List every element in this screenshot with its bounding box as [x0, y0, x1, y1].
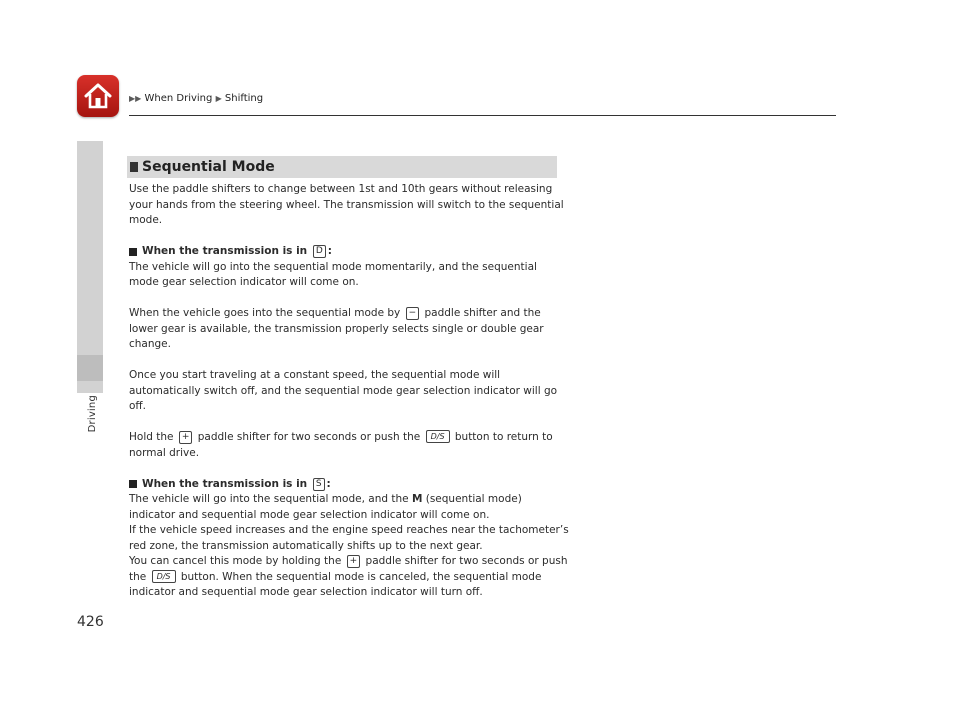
sidebar-chapter-label: Driving [87, 395, 98, 433]
plus-key-icon: + [179, 431, 193, 444]
home-button[interactable] [77, 75, 119, 117]
section-content [129, 182, 569, 601]
d-paragraph-1: The vehicle will go into the sequential mode momentarily, and the sequential mode gear selection indicator will come on. [129, 260, 537, 288]
header-divider [129, 115, 836, 116]
m-indicator-label: M [411, 493, 423, 505]
section-heading [127, 156, 557, 178]
sidebar-tab [77, 141, 103, 393]
s-paragraph-3: You can cancel this mode by holding the + paddle shifter for two seconds or push the D/S button. When the sequential mode is canceled, the sequential mode indicator and sequential mode gear selection indicator will turn off. [129, 555, 568, 598]
heading-square-icon [130, 162, 138, 172]
breadcrumb [129, 93, 263, 104]
plus-key-icon: + [347, 555, 361, 568]
subheading-square-icon [129, 480, 137, 488]
breadcrumb-item-when-driving[interactable]: When Driving [144, 93, 213, 104]
section-title: Sequential Mode [142, 159, 275, 175]
key-s-icon: S [313, 478, 325, 491]
sidebar-tab-marker[interactable] [77, 355, 103, 381]
ds-button-icon: D/S [152, 570, 176, 583]
subheading-d: When the transmission is in D : [129, 244, 569, 260]
home-icon [83, 82, 113, 110]
ds-button-icon: D/S [426, 430, 450, 443]
subheading-square-icon [129, 248, 137, 256]
subheading-s: When the transmission is in S : [129, 477, 569, 493]
minus-key-icon: − [406, 307, 420, 320]
s-paragraph-2: If the vehicle speed increases and the engine speed reaches near the tachometer’s red zone, the transmission automatically shifts up to the next gear. [129, 524, 569, 552]
key-d-icon: D [313, 245, 326, 258]
d-paragraph-2: When the vehicle goes into the sequential mode by − paddle shifter and the lower gear is available, the transmission properly selects single or double gear change. [129, 307, 544, 350]
page-number: 426 [77, 614, 104, 630]
s-paragraph-1: The vehicle will go into the sequential mode, and the M (sequential mode) indicator and sequential mode gear selection indicator will come on. [129, 493, 522, 521]
intro-paragraph: Use the paddle shifters to change between 1st and 10th gears without releasing your hands from the steering wheel. The transmission will switch to the sequential mode. [129, 183, 564, 226]
breadcrumb-arrow-icon: ▶ [215, 94, 222, 103]
d-paragraph-3: Once you start traveling at a constant speed, the sequential mode will automatically switch off, and the sequential mode gear selection indicator will go off. [129, 369, 558, 412]
d-paragraph-4: Hold the + paddle shifter for two seconds or push the D/S button to return to normal drive. [129, 431, 553, 459]
breadcrumb-item-shifting[interactable]: Shifting [224, 93, 264, 104]
breadcrumb-arrow-icon: ▶▶ [129, 94, 142, 103]
